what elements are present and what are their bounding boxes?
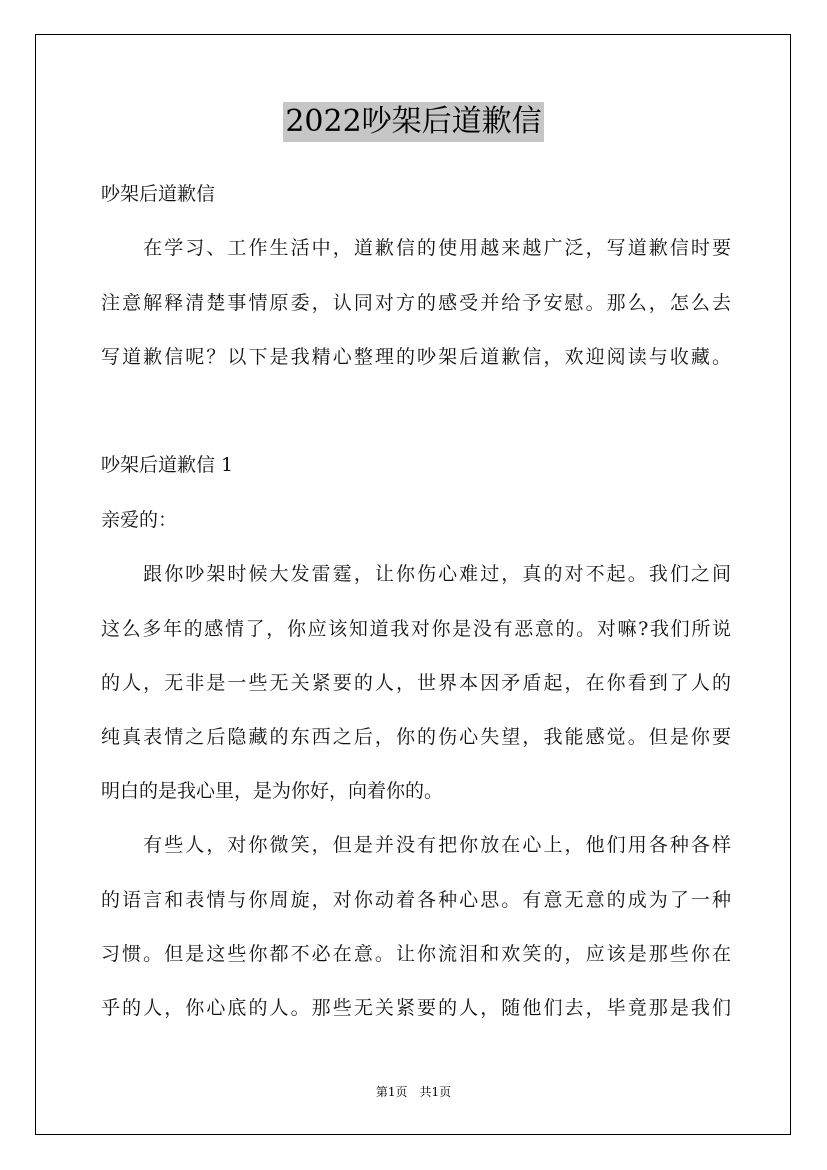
- paragraph1-line: 的人，无非是一些无关紧要的人，世界本因矛盾起，在你看到了人的: [101, 672, 731, 694]
- intro-line: 在学习、工作生活中，道歉信的使用越来越广泛，写道歉信时要: [101, 237, 731, 259]
- paragraph2-line: 乎的人，你心底的人。那些无关紧要的人，随他们去，毕竟那是我们: [101, 997, 731, 1019]
- subtitle: 吵架后道歉信: [101, 183, 216, 205]
- paragraph1-line: 跟你吵架时候大发雷霆，让你伤心难过，真的对不起。我们之间: [101, 563, 731, 585]
- intro-line: 写道歉信呢？以下是我精心整理的吵架后道歉信，欢迎阅读与收藏。: [101, 346, 731, 368]
- section-heading: 吵架后道歉信 1: [101, 454, 234, 476]
- title-container: [0, 102, 827, 142]
- paragraph1-line: 明白的是我心里，是为你好，向着你的。: [101, 780, 444, 802]
- intro-line: 注意解释清楚事情原委，认同对方的感受并给予安慰。那么，怎么去: [101, 292, 731, 314]
- paragraph2-line: 习惯。但是这些你都不必在意。让你流泪和欢笑的，应该是那些你在: [101, 943, 731, 965]
- paragraph1-line: 这么多年的感情了，你应该知道我对你是没有恶意的。对嘛?我们所说: [101, 618, 731, 640]
- paragraph1-line: 纯真表情之后隐藏的东西之后，你的伤心失望，我能感觉。但是你要: [101, 726, 731, 748]
- salutation: 亲爱的：: [101, 509, 178, 531]
- page-number-footer: 第1页 共1页: [375, 1085, 452, 1099]
- paragraph2-line: 有些人，对你微笑，但是并没有把你放在心上，他们用各种各样: [101, 834, 731, 856]
- paragraph2-line: 的语言和表情与你周旋，对你动着各种心思。有意无意的成为了一种: [101, 889, 731, 911]
- document-title: 2022吵架后道歉信: [283, 102, 543, 142]
